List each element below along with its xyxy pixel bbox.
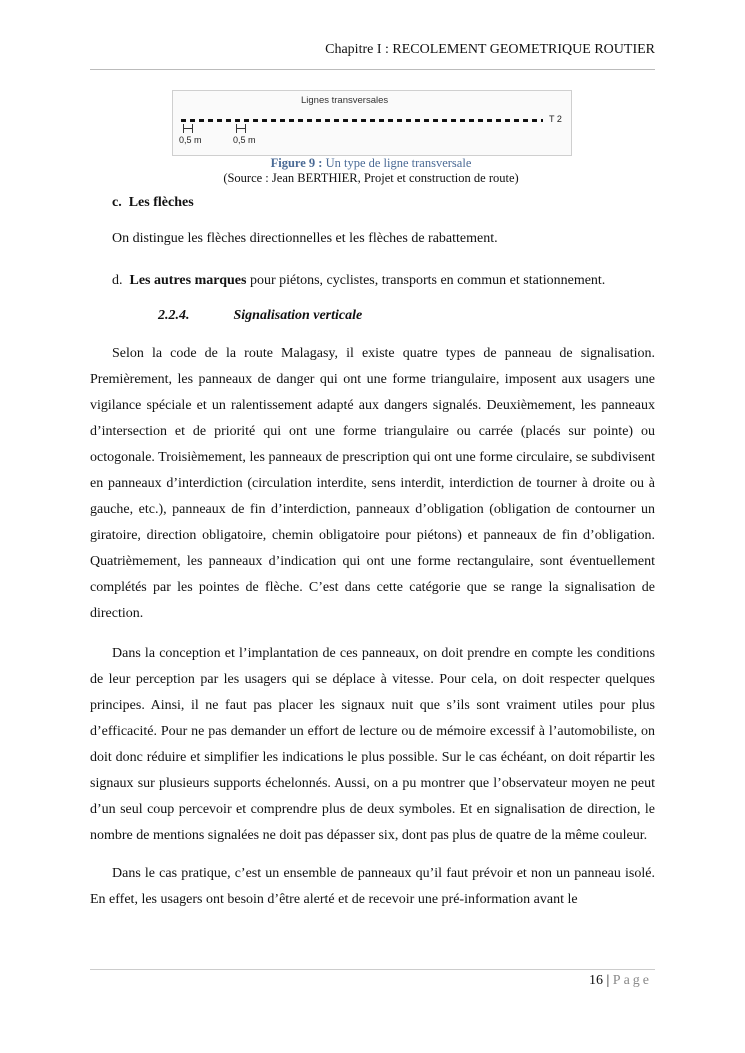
figure-measure-2: 0,5 m [233,135,256,145]
page-word: Page [612,973,652,988]
subsection-d-marker: d. [112,273,123,288]
caption-source: (Source : Jean BERTHIER, Projet et construction de route) [223,171,519,185]
body-paragraph: Dans le cas pratique, c’est un ensemble de panneaux qu’il faut prévoir et non un panneau isolé. En effet, les usagers ont besoin d’être alerté et de recevoir une pré-information avant le [90,866,655,907]
section-title: Signalisation verticale [233,308,363,323]
figure-image [172,90,572,156]
body-paragraph: Selon la code de la route Malagasy, il existe quatre types de panneau de signalisation. Premièrement, les panneaux de danger qui ont une forme triangulaire, imposent aux usagers une vigilance spéciale et un ralentissement adapté aux dangers signalés. Deuxièmement, les panneaux d’intersection et de priorité qui ont une forme triangulaire ou carrée (placés sur pointe) ou octogonale. Troisièmement, les panneaux de prescription qui ont une forme circulaire, se subdivisent en panneaux d’interdiction (circulation interdite, sens interdit, interdiction de tourner à droite ou à gauche, etc.), panneaux de fin d’interdiction, panneaux d’obligation (obligation de contourner un giratoire, direction obligatoire, chemin obligatoire pour piétons) et panneaux de fin d’obligation. Quatrièmement, les panneaux d’indication qui ont une forme rectangulaire, sont éventuellement complétés par les pointes de flèche. C’est dans cette catégorie que se range la signalisation de direction. [90,346,655,621]
footer-divider [90,969,655,970]
body-paragraph: Dans la conception et l’implantation de ces panneaux, on doit prendre en compte les conditions de leur perception par les usagers qui se déplace à vitesse. Pour cela, on doit respecter quelques principes. Ainsi, il ne faut pas placer les signaux nuit que s’ils sont vraiment utiles pour plus d’efficacité. Pour ne pas demander un effort de lecture ou de mémoire excessif à l’automobiliste, on doit donc réduire et simplifier les indications le plus possible. Sur le cas échéant, on doit répartir les signaux sur plusieurs supports échelonnés. Aussi, on a pu montrer que l’observateur moyen ne peut d’un seul coup percevoir et comprendre plus de deux symboles. Et en signalisation de direction, le nombre de mentions signalées ne doit pas dépasser six, dont pas plus de quatre de la même couleur. [90,646,655,843]
section-number: 2.2.4. [158,308,190,323]
transverse-line-illustration [181,119,543,122]
figure-image-code: T 2 [549,114,562,124]
subsection-c-text: On distingue les flèches directionnelles et les flèches de rabattement. [112,231,498,246]
subsection-c-title: Les flèches [128,195,194,210]
subsection-c-marker: c. [112,195,122,210]
page-footer [589,973,652,989]
page-header [90,42,655,58]
caption-text: Un type de ligne transversale [322,156,472,170]
measure-arrow [183,128,193,129]
page-number: 16 [588,973,603,988]
header-title: Chapitre I : RECOLEMENT GEOMETRIQUE ROUTIER [325,42,655,57]
figure-measure-1: 0,5 m [179,135,202,145]
subsection-d-text: pour piétons, cyclistes, transports en commun et stationnement. [246,273,606,288]
subsection-c-heading [112,195,194,211]
footer-separator: | [602,973,613,988]
figure-image-title: Lignes transversales [301,95,389,106]
subsection-d-line [112,273,605,289]
subsection-d-title: Les autres marques [129,273,247,288]
header-divider [90,69,655,70]
figure-caption [172,156,570,186]
measure-arrow [236,128,246,129]
section-heading [158,308,362,324]
caption-label: Figure 9 : [270,156,323,170]
